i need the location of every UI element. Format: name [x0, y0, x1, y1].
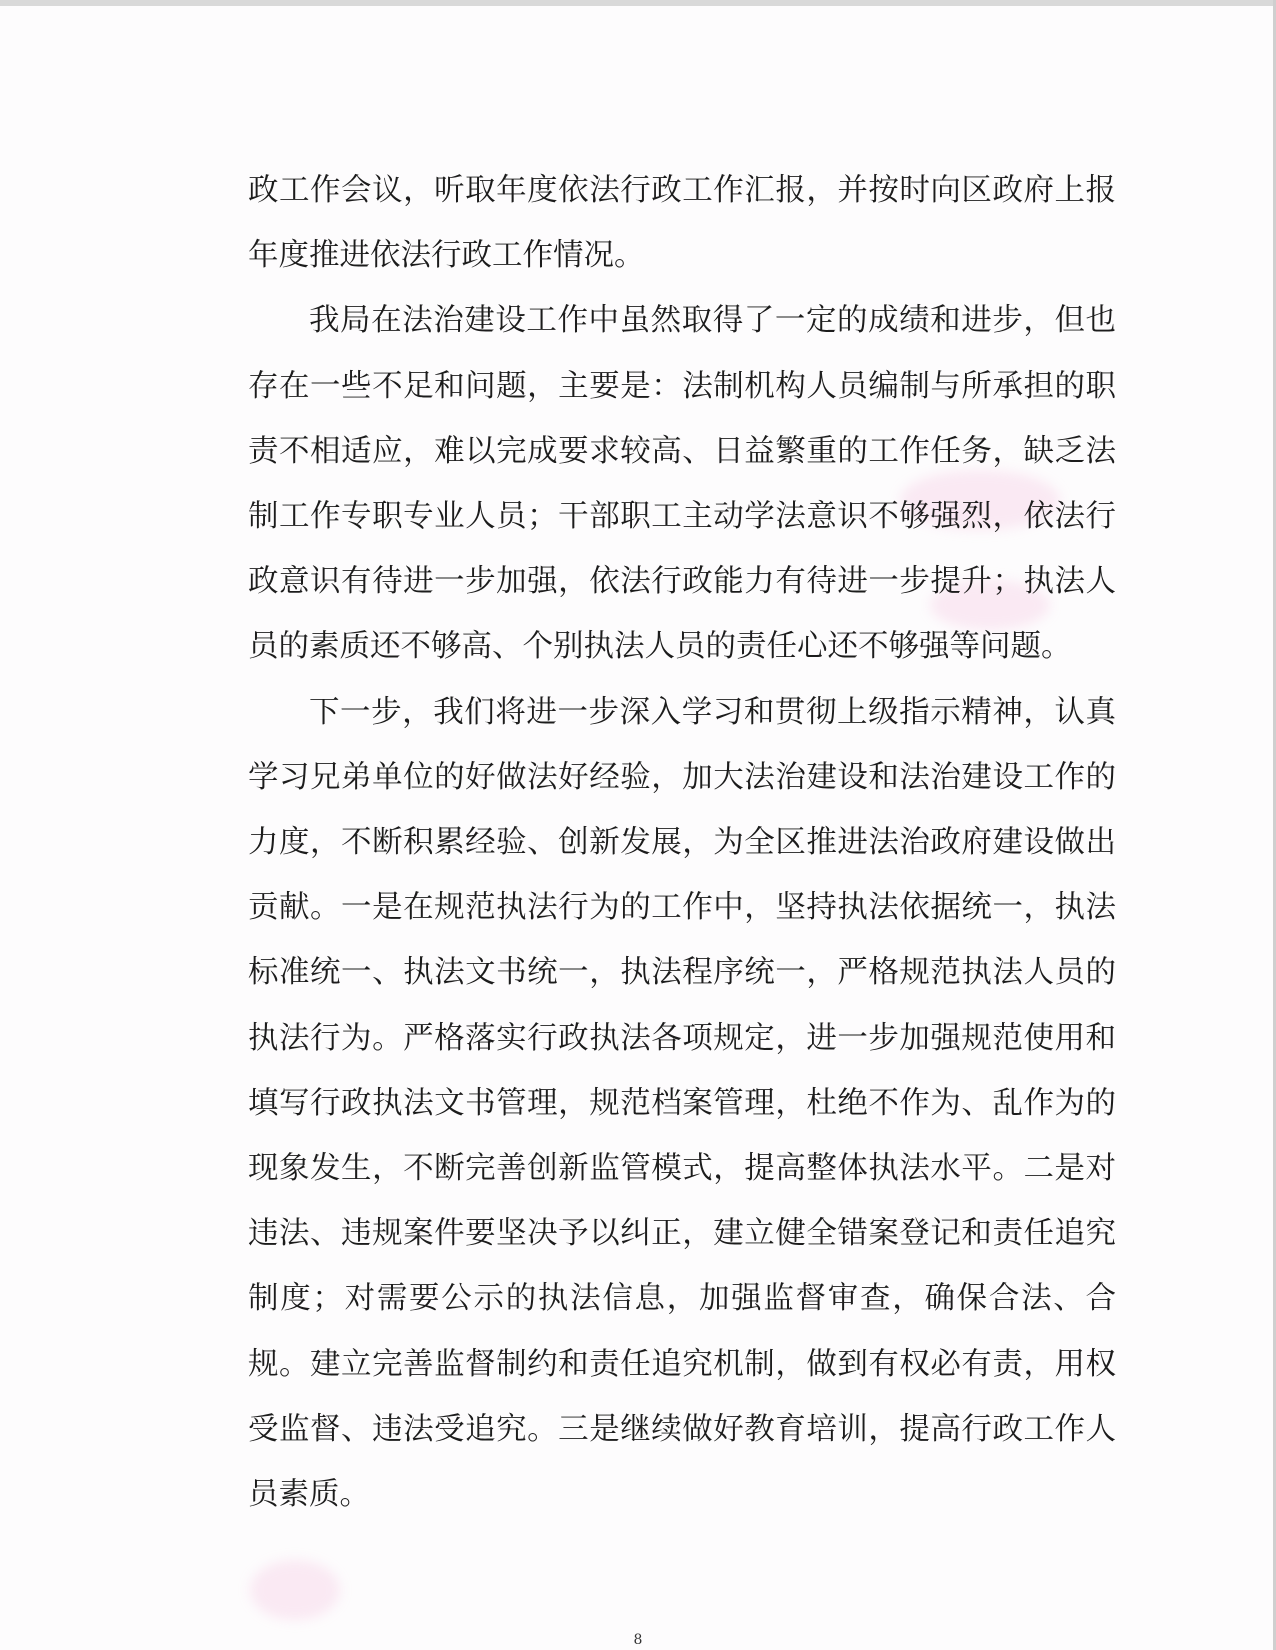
- paragraph-3: 下一步，我们将进一步深入学习和贯彻上级指示精神，认真学习兄弟单位的好做法好经验，加大法治建设和法治建设工作的力度，不断积累经验、创新发展，为全区推进法治政府建设做出贡献。一是在规范执法行为的工作中，坚持执法依据统一，执法标准统一、执法文书统一，执法程序统一，严格规范执法人员的执法行为。严格落实行政执法各项规定，进一步加强规范使用和填写行政执法文书管理，规范档案管理，杜绝不作为、乱作为的现象发生，不断完善创新监管模式，提高整体执法水平。二是对违法、违规案件要坚决予以纠正，建立健全错案登记和责任追究制度；对需要公示的执法信息，加强监督审查，确保合法、合规。建立完善监督制约和责任追究机制，做到有权必有责，用权受监督、违法受追究。三是继续做好教育培训，提高行政工作人员素质。: [248, 694, 1116, 1513]
- paragraph-2: 我局在法治建设工作中虽然取得了一定的成绩和进步，但也存在一些不足和问题，主要是：法制机构人员编制与所承担的职责不相适应，难以完成要求较高、日益繁重的工作任务，缺乏法制工作专职专业人员；干部职工主动学法意识不够强烈，依法行政意识有待进一步加强，依法行政能力有待进一步提升；执法人员的素质还不够高、个别执法人员的责任心还不够强等问题。: [248, 303, 1116, 665]
- paragraph-1: 政工作会议，听取年度依法行政工作汇报，并按时向区政府上报年度推进依法行政工作情况。: [248, 173, 1116, 274]
- ink-smudge: [250, 1560, 340, 1620]
- page-number: 8: [633, 1632, 643, 1648]
- scan-top-edge: [0, 0, 1276, 6]
- document-body: [248, 158, 1116, 1527]
